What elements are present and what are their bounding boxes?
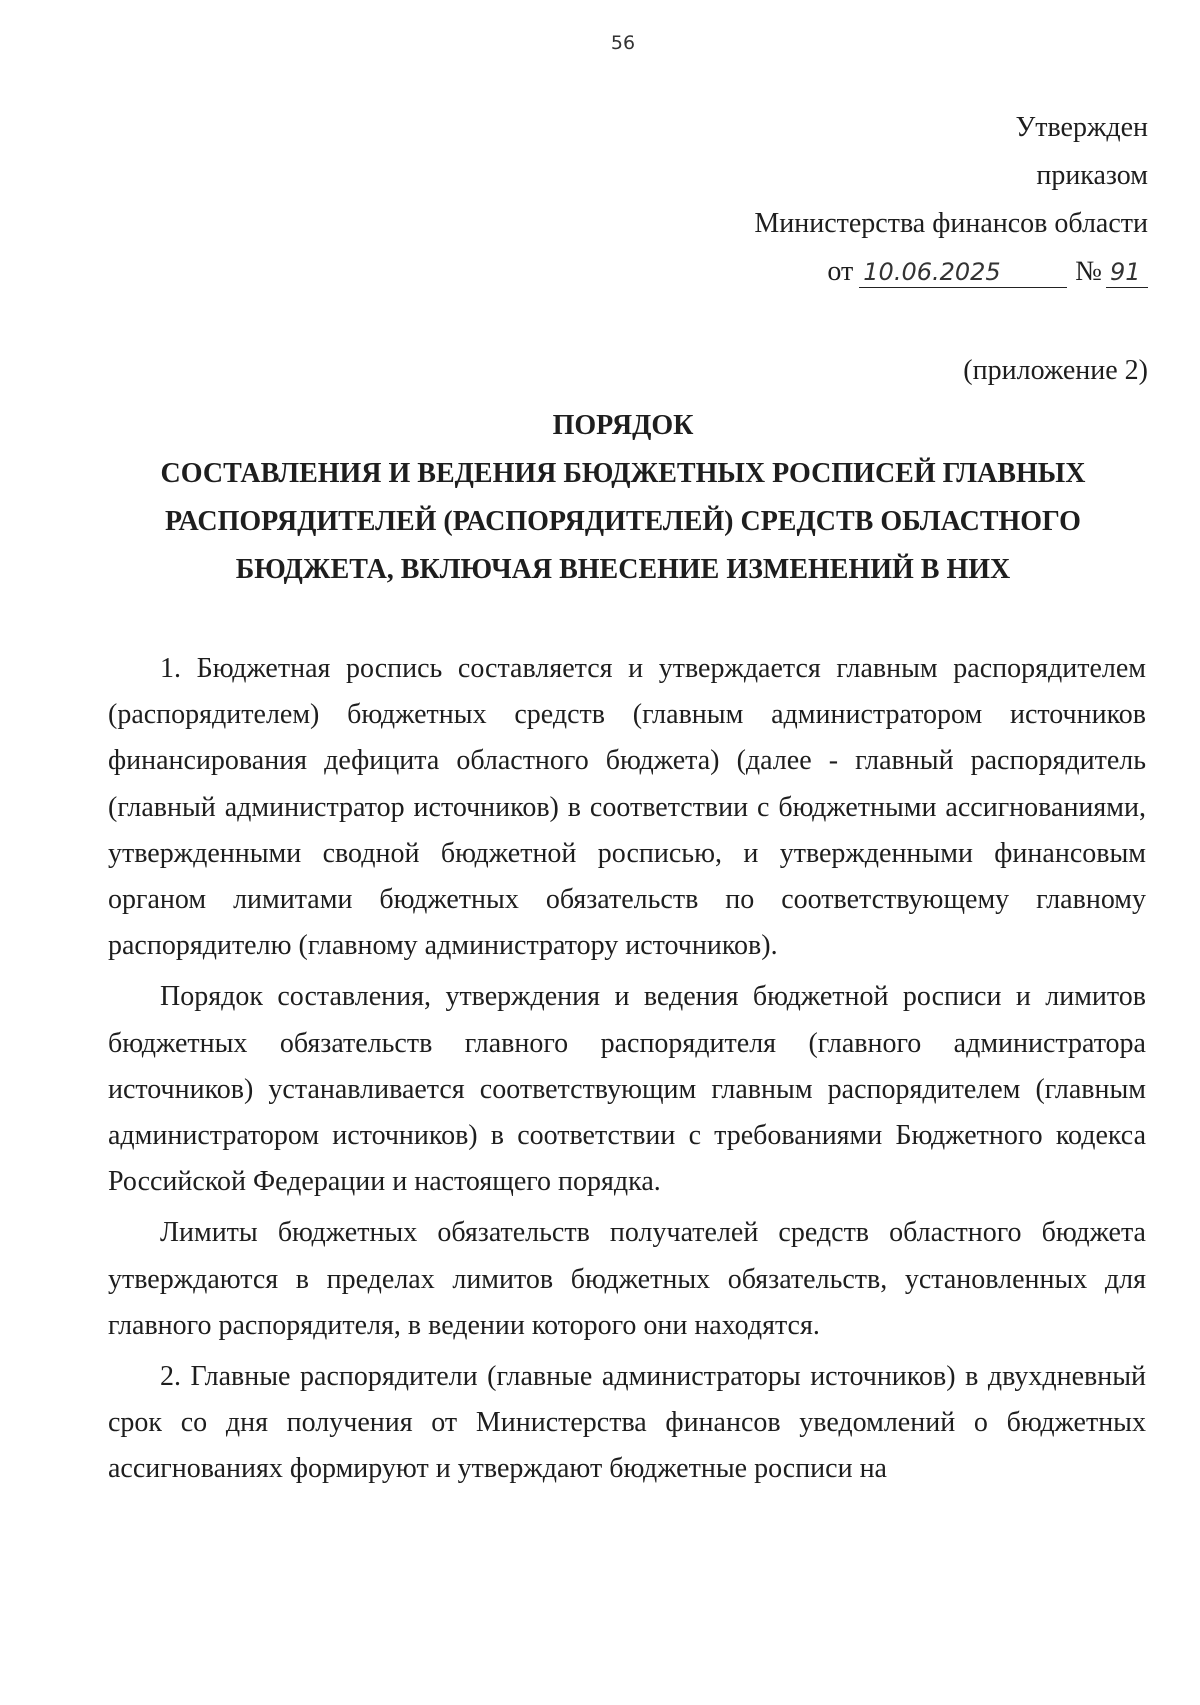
paragraph-4: 2. Главные распорядители (главные администраторы источников) в двухдневный срок со дня получения от Министерства финансов уведомлений о бюджетных ассигнованиях формируют и утверждают бюджетные росписи на [108, 1361, 1146, 1485]
document-body [108, 646, 1146, 1498]
date-prefix: от [827, 256, 854, 287]
title-line-2: СОСТАВЛЕНИЯ И ВЕДЕНИЯ БЮДЖЕТНЫХ РОСПИСЕЙ ГЛАВНЫХ [160, 458, 1086, 489]
approval-line-ministry: Министерства финансов области [754, 208, 1148, 239]
approval-line-by-order: приказом [1036, 160, 1148, 191]
title-line-3: РАСПОРЯДИТЕЛЕЙ (РАСПОРЯДИТЕЛЕЙ) СРЕДСТВ ОБЛАСТНОГО [165, 506, 1081, 537]
approval-date-line [754, 248, 1148, 296]
page-number: 56 [610, 32, 636, 54]
title-line-1: ПОРЯДОК [552, 410, 694, 441]
paragraph-2: Порядок составления, утверждения и ведения бюджетной росписи и лимитов бюджетных обязательств главного распорядителя (главного администратора источников) устанавливается соответствующим главным распорядителем (главным администратором источников) в соответствии с требованиями Бюджетного кодекса Российской Федерации и настоящего порядка. [108, 981, 1146, 1198]
paragraph-1: 1. Бюджетная роспись составляется и утверждается главным распорядителем (распорядителем) бюджетных средств (главным администратором источников финансирования дефицита областного бюджета) (далее - главный распорядитель (главный администратор источников) в соответствии с бюджетными ассигнованиями, утвержденными сводной бюджетной росписью, и утвержденными финансовым органом лимитами бюджетных обязательств по соответствующему главному распорядителю (главному администратору источников). [108, 653, 1146, 962]
approval-line-approved: Утвержден [1015, 112, 1148, 143]
handwritten-order-number: 91 [1106, 257, 1148, 288]
paragraph-3: Лимиты бюджетных обязательств получателей средств областного бюджета утверждаются в пределах лимитов бюджетных обязательств, установленных для главного распорядителя, в ведении которого они находятся. [108, 1217, 1146, 1341]
document-title [100, 402, 1146, 594]
title-line-4: БЮДЖЕТА, ВКЛЮЧАЯ ВНЕСЕНИЕ ИЗМЕНЕНИЙ В НИХ [235, 554, 1011, 585]
number-prefix: № [1075, 256, 1102, 287]
attachment-label: (приложение 2) [963, 355, 1148, 386]
handwritten-date: 10.06.2025 [859, 257, 1067, 288]
approval-block [754, 104, 1148, 296]
